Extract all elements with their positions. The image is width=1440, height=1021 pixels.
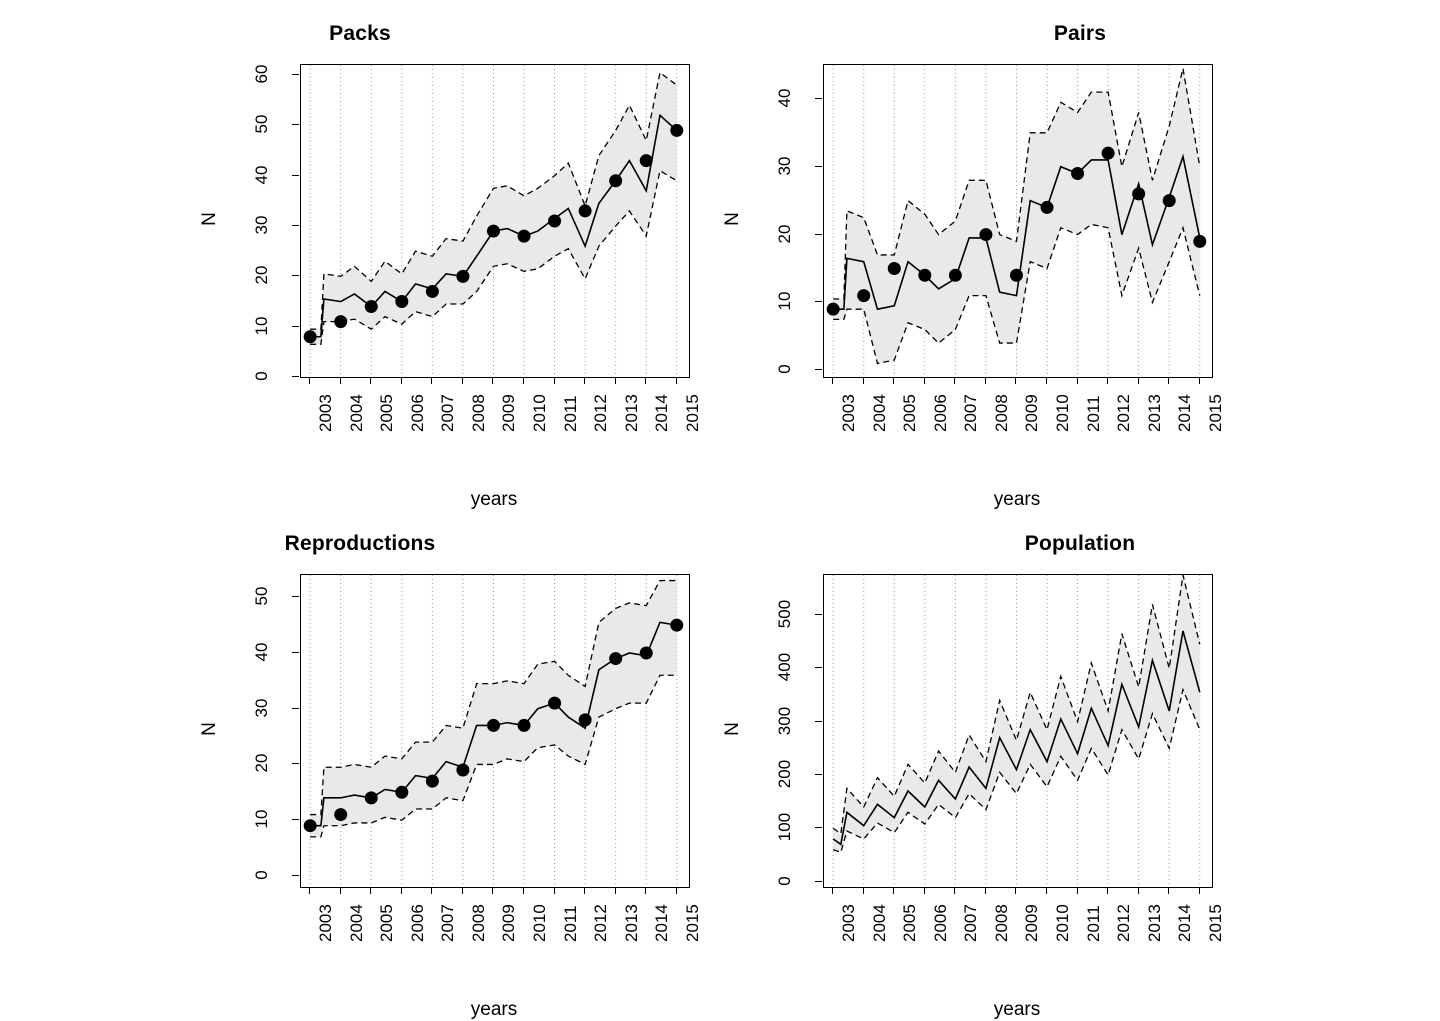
y-tick-mark — [292, 652, 299, 653]
x-tick-mark — [523, 377, 524, 384]
x-tick-label: 2014 — [652, 394, 672, 432]
y-tick-mark — [292, 275, 299, 276]
x-tick-label: 2015 — [1205, 904, 1225, 942]
observed-point — [548, 215, 561, 228]
x-tick-mark — [309, 377, 310, 384]
y-tick-label: 30 — [252, 698, 271, 718]
x-tick-mark — [309, 887, 310, 894]
x-tick-label: 2006 — [930, 904, 950, 942]
observed-point — [365, 791, 378, 804]
x-tick-mark — [985, 887, 986, 894]
x-tick-label: 2015 — [1205, 394, 1225, 432]
x-tick-mark — [1107, 377, 1108, 384]
y-tick-label: 30 — [252, 215, 271, 235]
x-tick-mark — [985, 377, 986, 384]
y-axis-label: N — [722, 212, 743, 226]
x-tick-mark — [1199, 887, 1200, 894]
x-tick-label: 2004 — [869, 904, 889, 942]
x-tick-label: 2012 — [591, 904, 611, 942]
x-tick-mark — [1015, 887, 1016, 894]
x-tick-mark — [954, 887, 955, 894]
observed-point — [949, 269, 962, 282]
x-tick-label: 2008 — [468, 394, 488, 432]
x-tick-mark — [954, 377, 955, 384]
observed-point — [827, 303, 840, 316]
x-tick-label: 2007 — [438, 394, 458, 432]
x-tick-mark — [893, 377, 894, 384]
x-tick-label: 2010 — [530, 904, 550, 942]
x-tick-label: 2009 — [1022, 394, 1042, 432]
x-tick-mark — [523, 887, 524, 894]
x-tick-label: 2008 — [468, 904, 488, 942]
x-tick-mark — [340, 377, 341, 384]
y-tick-mark — [815, 369, 822, 370]
x-tick-mark — [1046, 887, 1047, 894]
x-tick-mark — [492, 377, 493, 384]
x-tick-label: 2015 — [682, 904, 702, 942]
observed-point — [1041, 201, 1054, 214]
x-tick-label: 2010 — [1053, 904, 1073, 942]
x-tick-label: 2003 — [839, 904, 859, 942]
plot-area-reproductions — [300, 574, 690, 888]
x-tick-label: 2014 — [652, 904, 672, 942]
y-tick-mark — [292, 175, 299, 176]
x-tick-label: 2008 — [991, 904, 1011, 942]
panel-title-pairs: Pairs — [1053, 22, 1107, 45]
x-tick-mark — [1138, 887, 1139, 894]
observed-point — [640, 154, 653, 167]
x-tick-mark — [1015, 377, 1016, 384]
observed-point — [918, 269, 931, 282]
observed-point — [670, 124, 683, 137]
x-tick-label: 2003 — [839, 394, 859, 432]
y-tick-mark — [292, 74, 299, 75]
x-tick-label: 2004 — [346, 904, 366, 942]
observed-point — [888, 262, 901, 275]
observed-point — [979, 228, 992, 241]
x-tick-mark — [584, 887, 585, 894]
x-tick-label: 2005 — [377, 904, 397, 942]
x-tick-label: 2013 — [1144, 394, 1164, 432]
x-tick-label: 2014 — [1175, 394, 1195, 432]
plot-canvas-reproductions — [301, 575, 689, 887]
observed-point — [304, 330, 317, 343]
x-tick-mark — [401, 377, 402, 384]
y-tick-label: 200 — [775, 759, 794, 789]
x-tick-mark — [924, 887, 925, 894]
y-tick-label: 10 — [252, 809, 271, 829]
x-tick-label: 2012 — [1114, 394, 1134, 432]
x-tick-mark — [554, 887, 555, 894]
x-tick-mark — [1168, 887, 1169, 894]
plot-canvas-pairs — [824, 65, 1212, 377]
x-tick-mark — [893, 887, 894, 894]
observed-point — [1163, 194, 1176, 207]
y-tick-label: 0 — [252, 371, 271, 381]
x-tick-label: 2009 — [499, 904, 519, 942]
x-tick-label: 2014 — [1175, 904, 1195, 942]
y-tick-label: 20 — [775, 224, 794, 244]
y-tick-mark — [815, 98, 822, 99]
x-tick-mark — [370, 377, 371, 384]
observed-point — [334, 808, 347, 821]
x-tick-mark — [401, 887, 402, 894]
y-tick-label: 50 — [252, 586, 271, 606]
x-tick-mark — [1168, 377, 1169, 384]
observed-point — [857, 289, 870, 302]
observed-point — [640, 647, 653, 660]
observed-point — [579, 713, 592, 726]
y-tick-mark — [292, 875, 299, 876]
x-tick-label: 2009 — [499, 394, 519, 432]
x-tick-mark — [832, 377, 833, 384]
panel-packs — [0, 0, 720, 510]
x-tick-label: 2010 — [1053, 394, 1073, 432]
y-tick-label: 0 — [252, 870, 271, 880]
x-tick-mark — [832, 887, 833, 894]
x-tick-mark — [676, 377, 677, 384]
y-tick-mark — [815, 827, 822, 828]
observed-point — [1193, 235, 1206, 248]
x-tick-mark — [492, 887, 493, 894]
x-tick-mark — [1199, 377, 1200, 384]
y-tick-mark — [292, 326, 299, 327]
x-tick-label: 2003 — [316, 904, 336, 942]
x-tick-label: 2013 — [1144, 904, 1164, 942]
observed-point — [395, 786, 408, 799]
y-tick-label: 60 — [252, 64, 271, 84]
y-tick-label: 100 — [775, 813, 794, 842]
x-tick-mark — [1138, 377, 1139, 384]
x-tick-label: 2005 — [377, 394, 397, 432]
y-tick-mark — [815, 721, 822, 722]
x-tick-label: 2011 — [560, 905, 580, 942]
y-tick-label: 40 — [775, 88, 794, 108]
observed-point — [395, 295, 408, 308]
y-tick-label: 500 — [775, 599, 794, 629]
x-axis-label: years — [470, 489, 518, 510]
x-tick-label: 2006 — [407, 904, 427, 942]
x-tick-mark — [924, 377, 925, 384]
x-tick-mark — [340, 887, 341, 894]
observed-point — [548, 697, 561, 710]
x-tick-label: 2007 — [961, 394, 981, 432]
x-tick-mark — [1077, 377, 1078, 384]
x-tick-label: 2013 — [621, 394, 641, 432]
x-tick-mark — [462, 377, 463, 384]
y-tick-label: 400 — [775, 653, 794, 682]
observed-point — [1071, 167, 1084, 180]
x-tick-mark — [676, 887, 677, 894]
x-tick-mark — [431, 887, 432, 894]
panel-title-population: Population — [1024, 532, 1136, 555]
x-tick-label: 2006 — [407, 394, 427, 432]
plot-canvas-packs — [301, 65, 689, 377]
y-tick-label: 20 — [252, 265, 271, 285]
plot-wrap-reproductions — [0, 510, 720, 1020]
plot-canvas-population — [824, 575, 1212, 887]
x-tick-label: 2005 — [900, 394, 920, 432]
x-tick-label: 2009 — [1022, 904, 1042, 942]
y-tick-label: 50 — [252, 114, 271, 134]
x-tick-mark — [645, 377, 646, 384]
x-axis-label: years — [470, 999, 518, 1020]
panel-title-packs: Packs — [329, 22, 391, 45]
x-tick-mark — [431, 377, 432, 384]
y-tick-mark — [292, 763, 299, 764]
observed-point — [487, 719, 500, 732]
y-tick-mark — [815, 881, 822, 882]
plot-area-pairs — [823, 64, 1213, 378]
x-tick-mark — [584, 377, 585, 384]
panel-title-reproductions: Reproductions — [284, 532, 436, 555]
observed-point — [609, 652, 622, 665]
observed-point — [1010, 269, 1023, 282]
y-axis-label: N — [199, 722, 220, 736]
observed-point — [334, 315, 347, 328]
panel-reproductions — [0, 510, 720, 1020]
y-tick-mark — [815, 667, 822, 668]
x-tick-mark — [1107, 887, 1108, 894]
y-tick-mark — [292, 124, 299, 125]
credible-interval-band — [833, 575, 1200, 852]
x-axis-label: years — [993, 999, 1041, 1020]
x-tick-label: 2003 — [316, 394, 336, 432]
observed-point — [304, 819, 317, 832]
y-tick-mark — [292, 819, 299, 820]
y-tick-mark — [815, 614, 822, 615]
observed-point — [670, 619, 683, 632]
x-tick-label: 2007 — [438, 904, 458, 942]
observed-point — [456, 764, 469, 777]
observed-point — [456, 270, 469, 283]
x-tick-mark — [370, 887, 371, 894]
observed-point — [365, 300, 378, 313]
y-tick-label: 40 — [252, 165, 271, 185]
x-tick-mark — [645, 887, 646, 894]
x-tick-label: 2007 — [961, 904, 981, 942]
y-tick-label: 10 — [252, 316, 271, 336]
credible-interval-band — [833, 68, 1200, 363]
observed-point — [487, 225, 500, 238]
x-tick-mark — [1046, 377, 1047, 384]
x-tick-mark — [1077, 887, 1078, 894]
x-tick-label: 2011 — [560, 395, 580, 432]
x-axis-label: years — [993, 489, 1041, 510]
y-tick-mark — [292, 708, 299, 709]
x-tick-label: 2011 — [1083, 395, 1103, 432]
y-tick-mark — [815, 234, 822, 235]
y-tick-mark — [292, 225, 299, 226]
y-axis-label: N — [722, 722, 743, 736]
x-tick-label: 2012 — [1114, 904, 1134, 942]
observed-point — [426, 775, 439, 788]
y-tick-mark — [292, 376, 299, 377]
x-tick-mark — [863, 887, 864, 894]
observed-point — [1132, 187, 1145, 200]
y-tick-label: 30 — [775, 156, 794, 176]
y-tick-mark — [815, 166, 822, 167]
x-tick-label: 2015 — [682, 394, 702, 432]
x-tick-label: 2010 — [530, 394, 550, 432]
y-tick-label: 40 — [252, 642, 271, 662]
x-tick-label: 2004 — [869, 394, 889, 432]
x-tick-mark — [554, 377, 555, 384]
y-tick-mark — [815, 774, 822, 775]
observed-point — [518, 719, 531, 732]
y-tick-label: 300 — [775, 706, 794, 735]
panel-population — [720, 510, 1440, 1020]
observed-point — [426, 285, 439, 298]
y-tick-label: 0 — [775, 364, 794, 374]
x-tick-label: 2008 — [991, 394, 1011, 432]
plot-wrap-packs — [0, 0, 720, 510]
y-tick-mark — [292, 596, 299, 597]
plot-wrap-pairs — [720, 0, 1440, 510]
x-tick-mark — [462, 887, 463, 894]
x-tick-label: 2012 — [591, 394, 611, 432]
x-tick-label: 2011 — [1083, 905, 1103, 942]
x-tick-label: 2013 — [621, 904, 641, 942]
y-tick-mark — [815, 301, 822, 302]
plot-wrap-population — [720, 510, 1440, 1020]
y-axis-label: N — [199, 212, 220, 226]
x-tick-label: 2005 — [900, 904, 920, 942]
observed-point — [518, 230, 531, 243]
plot-area-packs — [300, 64, 690, 378]
y-tick-label: 10 — [775, 291, 794, 311]
x-tick-label: 2006 — [930, 394, 950, 432]
x-tick-label: 2004 — [346, 394, 366, 432]
x-tick-mark — [615, 887, 616, 894]
y-tick-label: 0 — [775, 875, 794, 886]
observed-point — [609, 174, 622, 187]
plot-area-population — [823, 574, 1213, 888]
x-tick-mark — [615, 377, 616, 384]
y-tick-label: 20 — [252, 753, 271, 773]
observed-point — [579, 204, 592, 217]
x-tick-mark — [863, 377, 864, 384]
panel-pairs — [720, 0, 1440, 510]
observed-point — [1102, 147, 1115, 160]
